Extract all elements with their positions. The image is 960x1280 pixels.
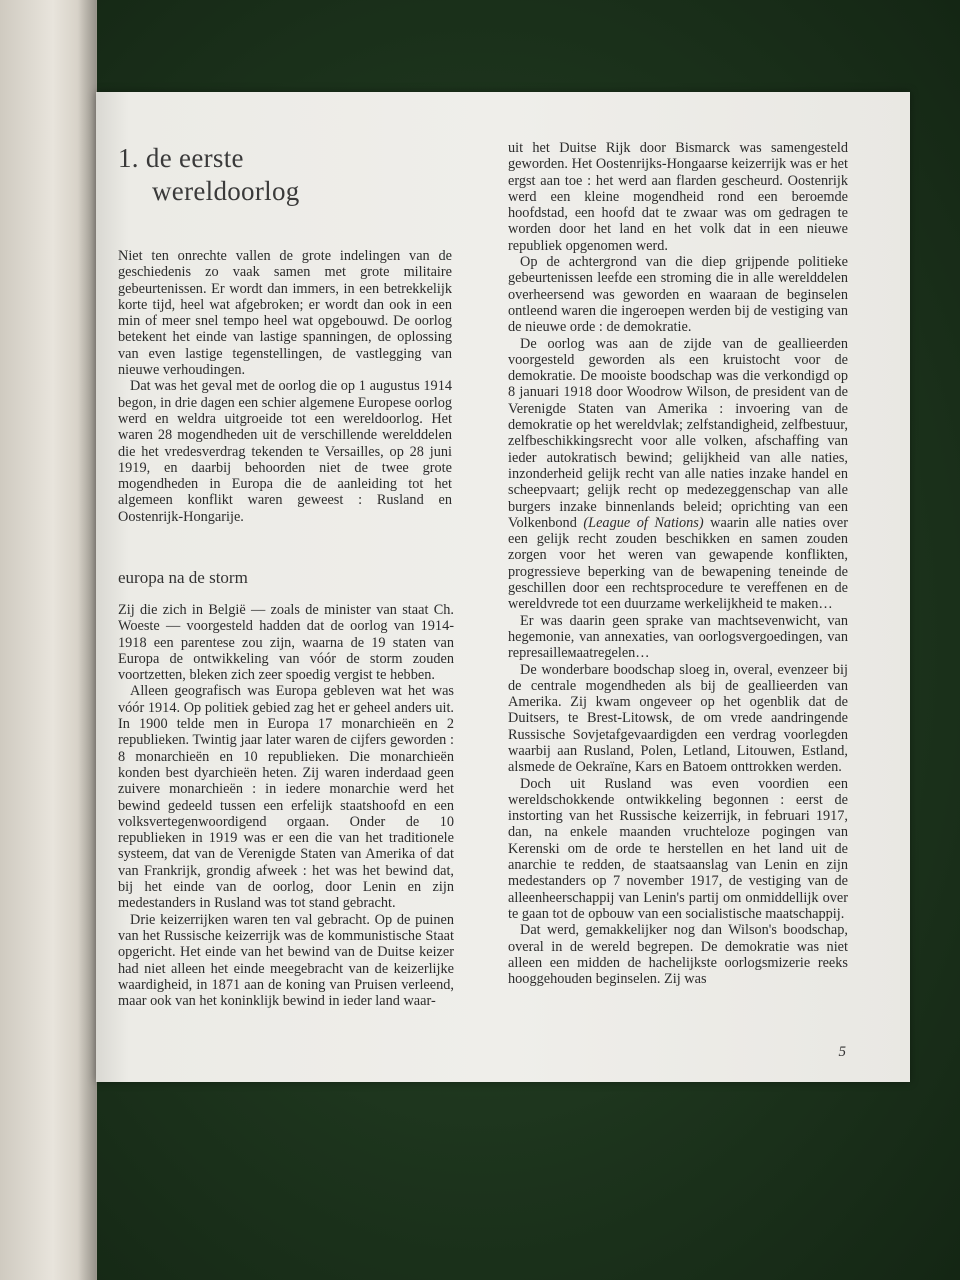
right-paragraph-3: [508, 336, 848, 613]
chapter-number: 1.: [118, 143, 139, 173]
chapter-title-line1: de eerste: [145, 143, 244, 173]
right-paragraph-2: Op de achtergrond van die diep grijpende politieke gebeurtenissen leefde een stroming die in alle werelddelen overheersend was geworden en waaraan de beginselen ontleend waren die ingeroepen werden bij de vestiging van de nieuwe orde : de demokratie.: [508, 254, 848, 336]
section-heading: europa na de storm: [118, 568, 248, 587]
page-number: 5: [838, 1044, 846, 1060]
intro-paragraph-1: Niet ten onrechte vallen de grote indelingen van de geschiedenis zo vaak samen met grote militaire gebeurtenissen. Er wordt dan immers, in een betrekkelijk korte tijd, heel wat afgebroken; er wordt dan ook in een min of meer snel tempo heel wat opgebouwd. De oorlog betekent het einde van lastige spanningen, de oplossing van even lastige tegenstellingen, de vastlegging van nieuwe verhoudingen.: [118, 248, 452, 379]
right-paragraph-7: Dat werd, gemakkelijker nog dan Wilson's boodschap, overal in de wereld begrepen. De demokratie was niet alleen een midden de hachelijkste oorlogsmizerie reeks hooggehouden beginselen. Zij was: [508, 922, 848, 988]
section-paragraph-3: Drie keizerrijken waren ten val gebracht. Op de puinen van het Russische keizerrijk was de kommunistische Staat opgericht. Het einde van het bewind van de Duitse keizer had niet alleen het einde meegebracht van de keizerlijke waardigheid, in 1871 aan de koning van Pruisen verleend, maar ook van het koninklijk bewind in ieder land waar-: [118, 911, 454, 1010]
wilson-text: De oorlog was aan de zijde van de geallieerden voorgesteld geworden als een kruistocht voor de demokratie. De mooiste boodschap was die verkondigd op 8 januari 1918 door Woodrow Wilson, de president van de Verenigde Staten van Amerika : invoering van de demokratie op het wereldvlak; zelfstandigheid, zelfbestuur, zelfbeschikkingsrecht voor alle volken, afschaffing van ieder autokratisch bewind; gelijkheid van alle naties, inzonderheid gelijk recht van alle naties inzake handel en scheepvaart; gelijk recht op medezeggenschap van alle burgers inzake binnenlands beleid; oprichting van een Volkenbond: [508, 335, 848, 531]
chapter-title-line2: wereldoorlog: [152, 176, 300, 206]
league-of-nations-italic: (League of Nations): [583, 514, 704, 531]
right-paragraph-1: uit het Duitse Rijk door Bismarck was samengesteld geworden. Het Oostenrijks-Hongaarse keizerrijk was er het ergst aan toe : het werd aan flarden gescheurd. Oostenrijk werd een kleine mogendheid rond een beroemde hoofdstad, een hoofd dat te zwaar was om gedragen te worden door het land en het volk dat in een nieuwe republiek opgenomen werd.: [508, 140, 848, 254]
book-page: [96, 92, 910, 1082]
right-paragraph-4: Er was daarin geen sprake van machtsevenwicht, van hegemonie, van annexaties, van oorlogsvergoedingen, van represailleмaatregelen…: [508, 612, 848, 662]
right-column-text: [508, 140, 848, 987]
intro-text: [118, 248, 452, 525]
chapter-title: [118, 142, 300, 208]
section-paragraph-2: Alleen geografisch was Europa gebleven wat het was vóór 1914. Op politiek gebied zag het er geheel anders uit. In 1900 telde men in Europa 17 monarchieën en 2 republieken. Twintig jaar later waren de cijfers geworden : 8 monarchieën en 10 republieken. Die monarchieën konden best dyarchieën heten. Zij waren inderdaad geen zuivere monarchieën : in iedere monarchie werd het bewind gedeeld tussen een erfelijk staatshoofd en een volksvertegenwoordigend orgaan. Onder de 10 republieken in 1919 was er een die van het traditionele systeem, dat van de Verenigde Staten van Amerika of dat van Frankrijk, grondig afweek : het was het bewind dat, bij het einde van de oorlog, door Lenin en zijn medestanders in Rusland was tot stand gebracht.: [118, 683, 454, 912]
right-paragraph-5: De wonderbare boodschap sloeg in, overal, evenzeer bij de centrale mogendheden als bij de geallieerden van Amerika. Zij kwam ongeveer op het ogenblik dat de Duitsers, te Brest-Litowsk, de om vrede aandringende Russische Sovjetafgevaardigden een verdrag voorlegden waarbij aan Rusland, Polen, Letland, Litouwen, Estland, alsmede de Oekraïne, Kars en Batoem onttrokken werden.: [508, 661, 848, 776]
intro-paragraph-2: Dat was het geval met de oorlog die op 1 augustus 1914 begon, in drie dagen een schier algemene Europese oorlog werd en weldra uitgroeide tot een wereldoorlog. Het waren 28 mogendheden uit de verschillende werelddelen die het vredesverdrag tekenden te Versailles, op 28 juni 1919, en daarbij behoorden niet de twee grote mogendheden in Europa die de aanleiding tot het algemeen konflikt waren geweest : Rusland en Oostenrijk-Hongarije.: [118, 378, 452, 525]
section-text: [118, 602, 454, 1009]
right-paragraph-6: Doch uit Rusland was even voordien een wereldschokkende ontwikkeling begonnen : eerst de instorting van het Russische keizerrijk, in februari 1917, dan, na enkele maanden vruchteloze pogingen van Kerenski om de orde te herstellen en het land uit de anarchie te redden, de staatsaanslag van Lenin en zijn medestanders op 7 november 1917, de vestiging van de alleenheerschappij van Lenin's partij om onmiddellijk over te gaan tot de opbouw van een socialistische maatschappij.: [508, 775, 848, 922]
wilson-text-continued: waarin alle naties over een gelijk recht zouden beschikken en samen zouden zorgen voor het weren van gewapende konflikten, progressieve beperking van de bewapening teneinde de geschillen door een rechtsprocedure te vereffenen en de wereldvrede tot een duurzame werkelijkheid te maken…: [508, 514, 849, 613]
section-paragraph-1: Zij die zich in België — zoals de minister van staat Ch. Woeste — voorgesteld hadden dat de oorlog van 1914-1918 een parentese zou zijn, waarna de 19 staten van Europa de ontwikkeling van vóór de storm zouden voortzetten, bleken zich zeer spoedig vergist te hebben.: [118, 602, 454, 684]
facing-page-edge: [0, 0, 97, 1280]
